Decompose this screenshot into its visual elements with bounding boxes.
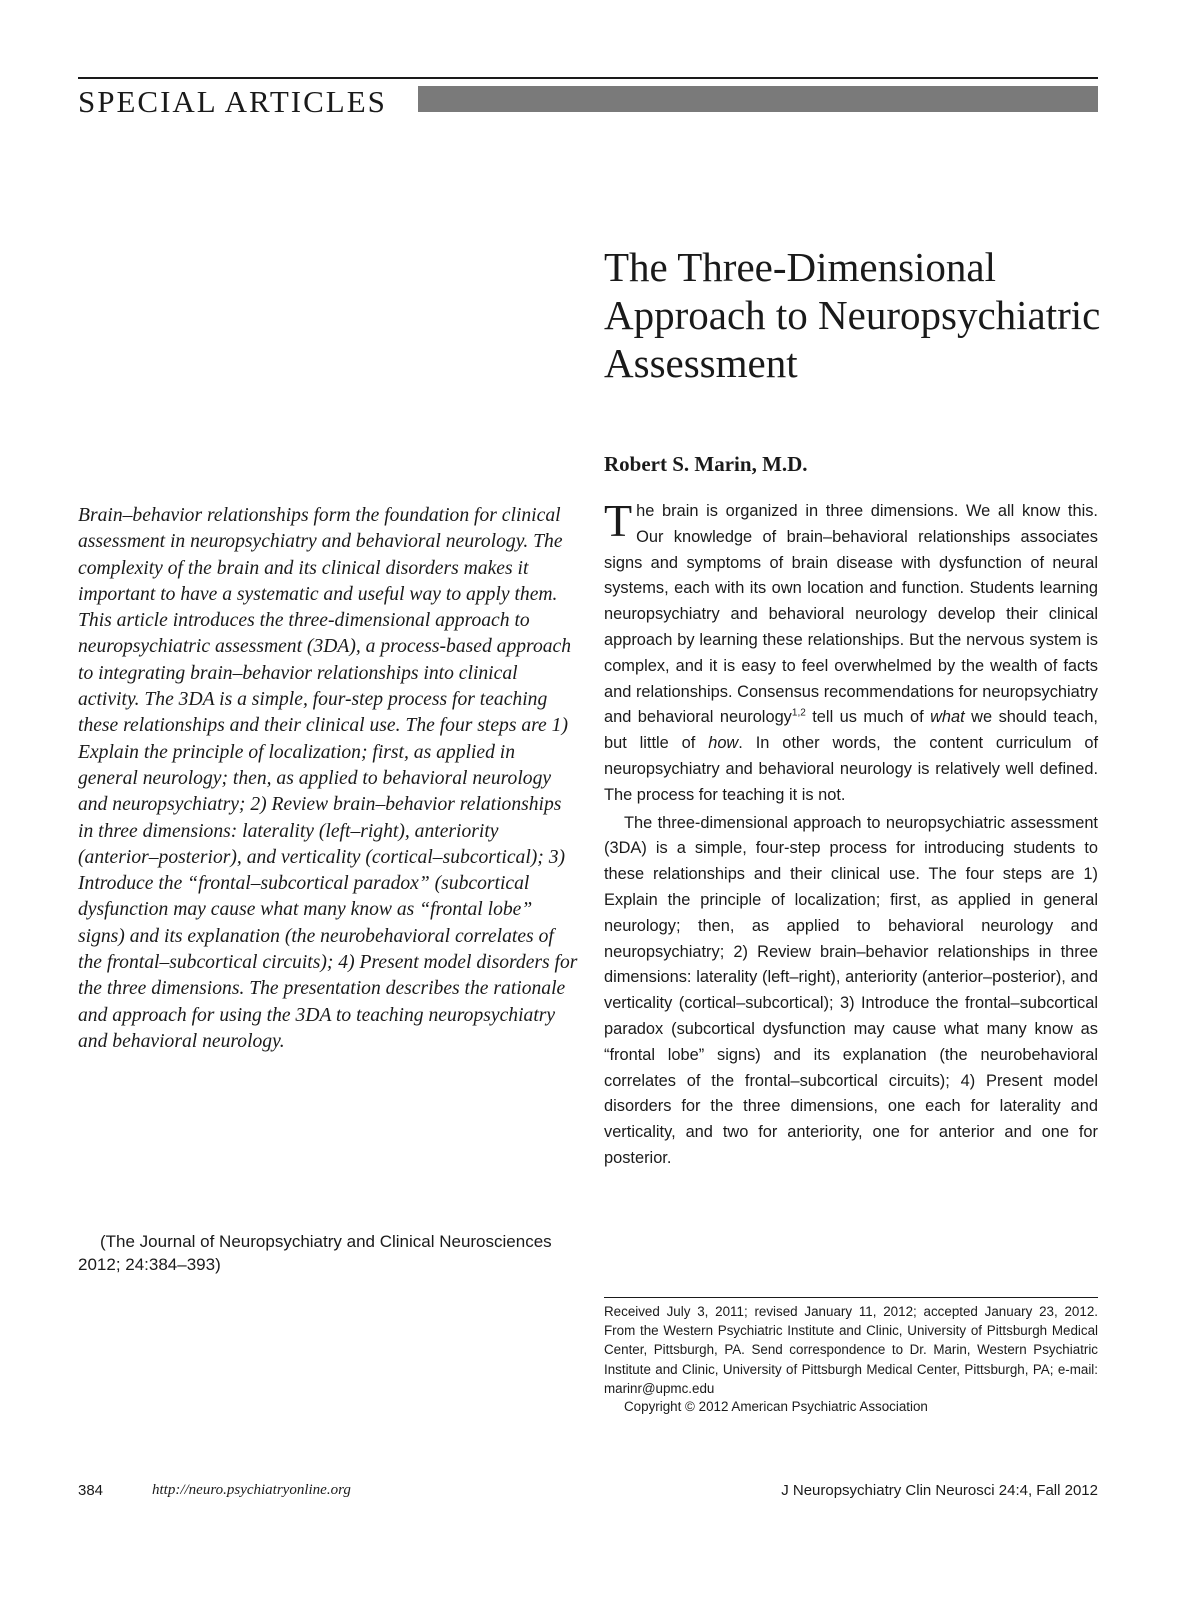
- reference-superscript: 1,2: [791, 707, 806, 719]
- abstract-text: Brain–behavior relationships form the foundation for clinical assessment in neuropsychiatry and behavioral neurology. The complexity of the brain and its clinical disorders makes it important to have a systematic and useful way to apply them. This article introduces the three-dimensional approach to neuropsychiatric assessment (3DA), a process-based approach to integrating brain–behavior relationships into clinical activity. The 3DA is a simple, four-step process for teaching these relationships and their clinical use. The four steps are 1) Explain the principle of localization; first, as applied in general neurology; then, as applied to behavioral neurology and neuropsychiatry; 2) Review brain–behavior relationships in three dimensions: laterality (left–right), anteriority (anterior–posterior), and verticality (cortical–subcortical); 3) Introduce the “frontal–subcortical paradox” (subcortical dysfunction may cause what many know as “frontal lobe” signs) and its explanation (the neurobehavioral correlates of the frontal–subcortical circuits); 4) Present model disorders for the three dimensions. The presentation describes the rationale and approach for using the 3DA to teaching neuropsychiatry and behavioral neurology.: [78, 505, 578, 1052]
- body-paragraph-1: [604, 495, 1099, 809]
- section-label: SPECIAL ARTICLES: [78, 84, 387, 119]
- body-text: tell us much of: [805, 708, 931, 727]
- footnote-rule: [604, 1297, 1098, 1298]
- abstract-citation: (The Journal of Neuropsychiatry and Clinical Neurosciences 2012; 24:384–393): [78, 1232, 552, 1274]
- body-text: we should teach, but little of: [604, 708, 1098, 753]
- body-text: . In other words, the content curriculum of neuropsychiatry and behavioral neurology is relatively well defined. The process for teaching it is not.: [604, 734, 1099, 804]
- body-column: [604, 495, 1099, 1172]
- copyright-notice: Copyright © 2012 American Psychiatric Association: [624, 1399, 928, 1414]
- page-number: 384: [78, 1482, 104, 1499]
- section-bar: [418, 86, 1098, 112]
- footnote-text: Received July 3, 2011; revised January 11, 2012; accepted January 23, 2012. From the Western Psychiatric Institute and Clinic, University of Pittsburgh Medical Center, Pittsburgh, PA. Send correspondence to Dr. Marin, Western Psychiatric Institute and Clinic, University of Pittsburgh Medical Center, Pittsburgh, PA; e-mail: marinr@upmc.edu: [604, 1304, 1098, 1396]
- body-paragraph-2: The three-dimensional approach to neuropsychiatric assessment (3DA) is a simple, four-step process for introducing students to these relationships and their clinical use. The four steps are 1) Explain the principle of localization; first, as applied in general neurology; then, as applied to behavioral neurology and neuropsychiatry; 2) Review brain–behavior relationships in three dimensions: laterality (left–right), anteriority (anterior–posterior), and verticality (cortical–subcortical); 3) Introduce the frontal–subcortical paradox (subcortical dysfunction may cause what many know as “frontal lobe” signs) and its explanation (the neurobehavioral correlates of the frontal–subcortical circuits); 4) Present model disorders for the three dimensions, one each for laterality and verticality, and two for anteriority, one for anterior and one for posterior.: [604, 813, 1098, 1167]
- header-rule: [78, 77, 1098, 79]
- emphasis-what: what: [930, 708, 965, 727]
- journal-url-link[interactable]: http://neuro.psychiatryonline.org: [152, 1482, 351, 1498]
- drop-cap: T: [604, 495, 633, 546]
- journal-reference: J Neuropsychiatry Clin Neurosci 24:4, Fall 2012: [781, 1482, 1098, 1499]
- emphasis-how: how: [708, 734, 739, 753]
- article-title: The Three-Dimensional Approach to Neuropsychiatric Assessment: [604, 244, 1101, 386]
- body-text: he brain is organized in three dimensions. We all know this. Our knowledge of brain–behavioral relationships associates signs and symptoms of brain disease with dysfunction of neural systems, each with its own location and function. Students learning neuropsychiatry and behavioral neurology develop their clinical approach by learning these relationships. But the nervous system is complex, and it is easy to feel overwhelmed by the wealth of facts and relationships. Consensus recommendations for neuropsychiatry and behavioral neurology: [604, 502, 1098, 727]
- article-author: Robert S. Marin, M.D.: [604, 452, 808, 476]
